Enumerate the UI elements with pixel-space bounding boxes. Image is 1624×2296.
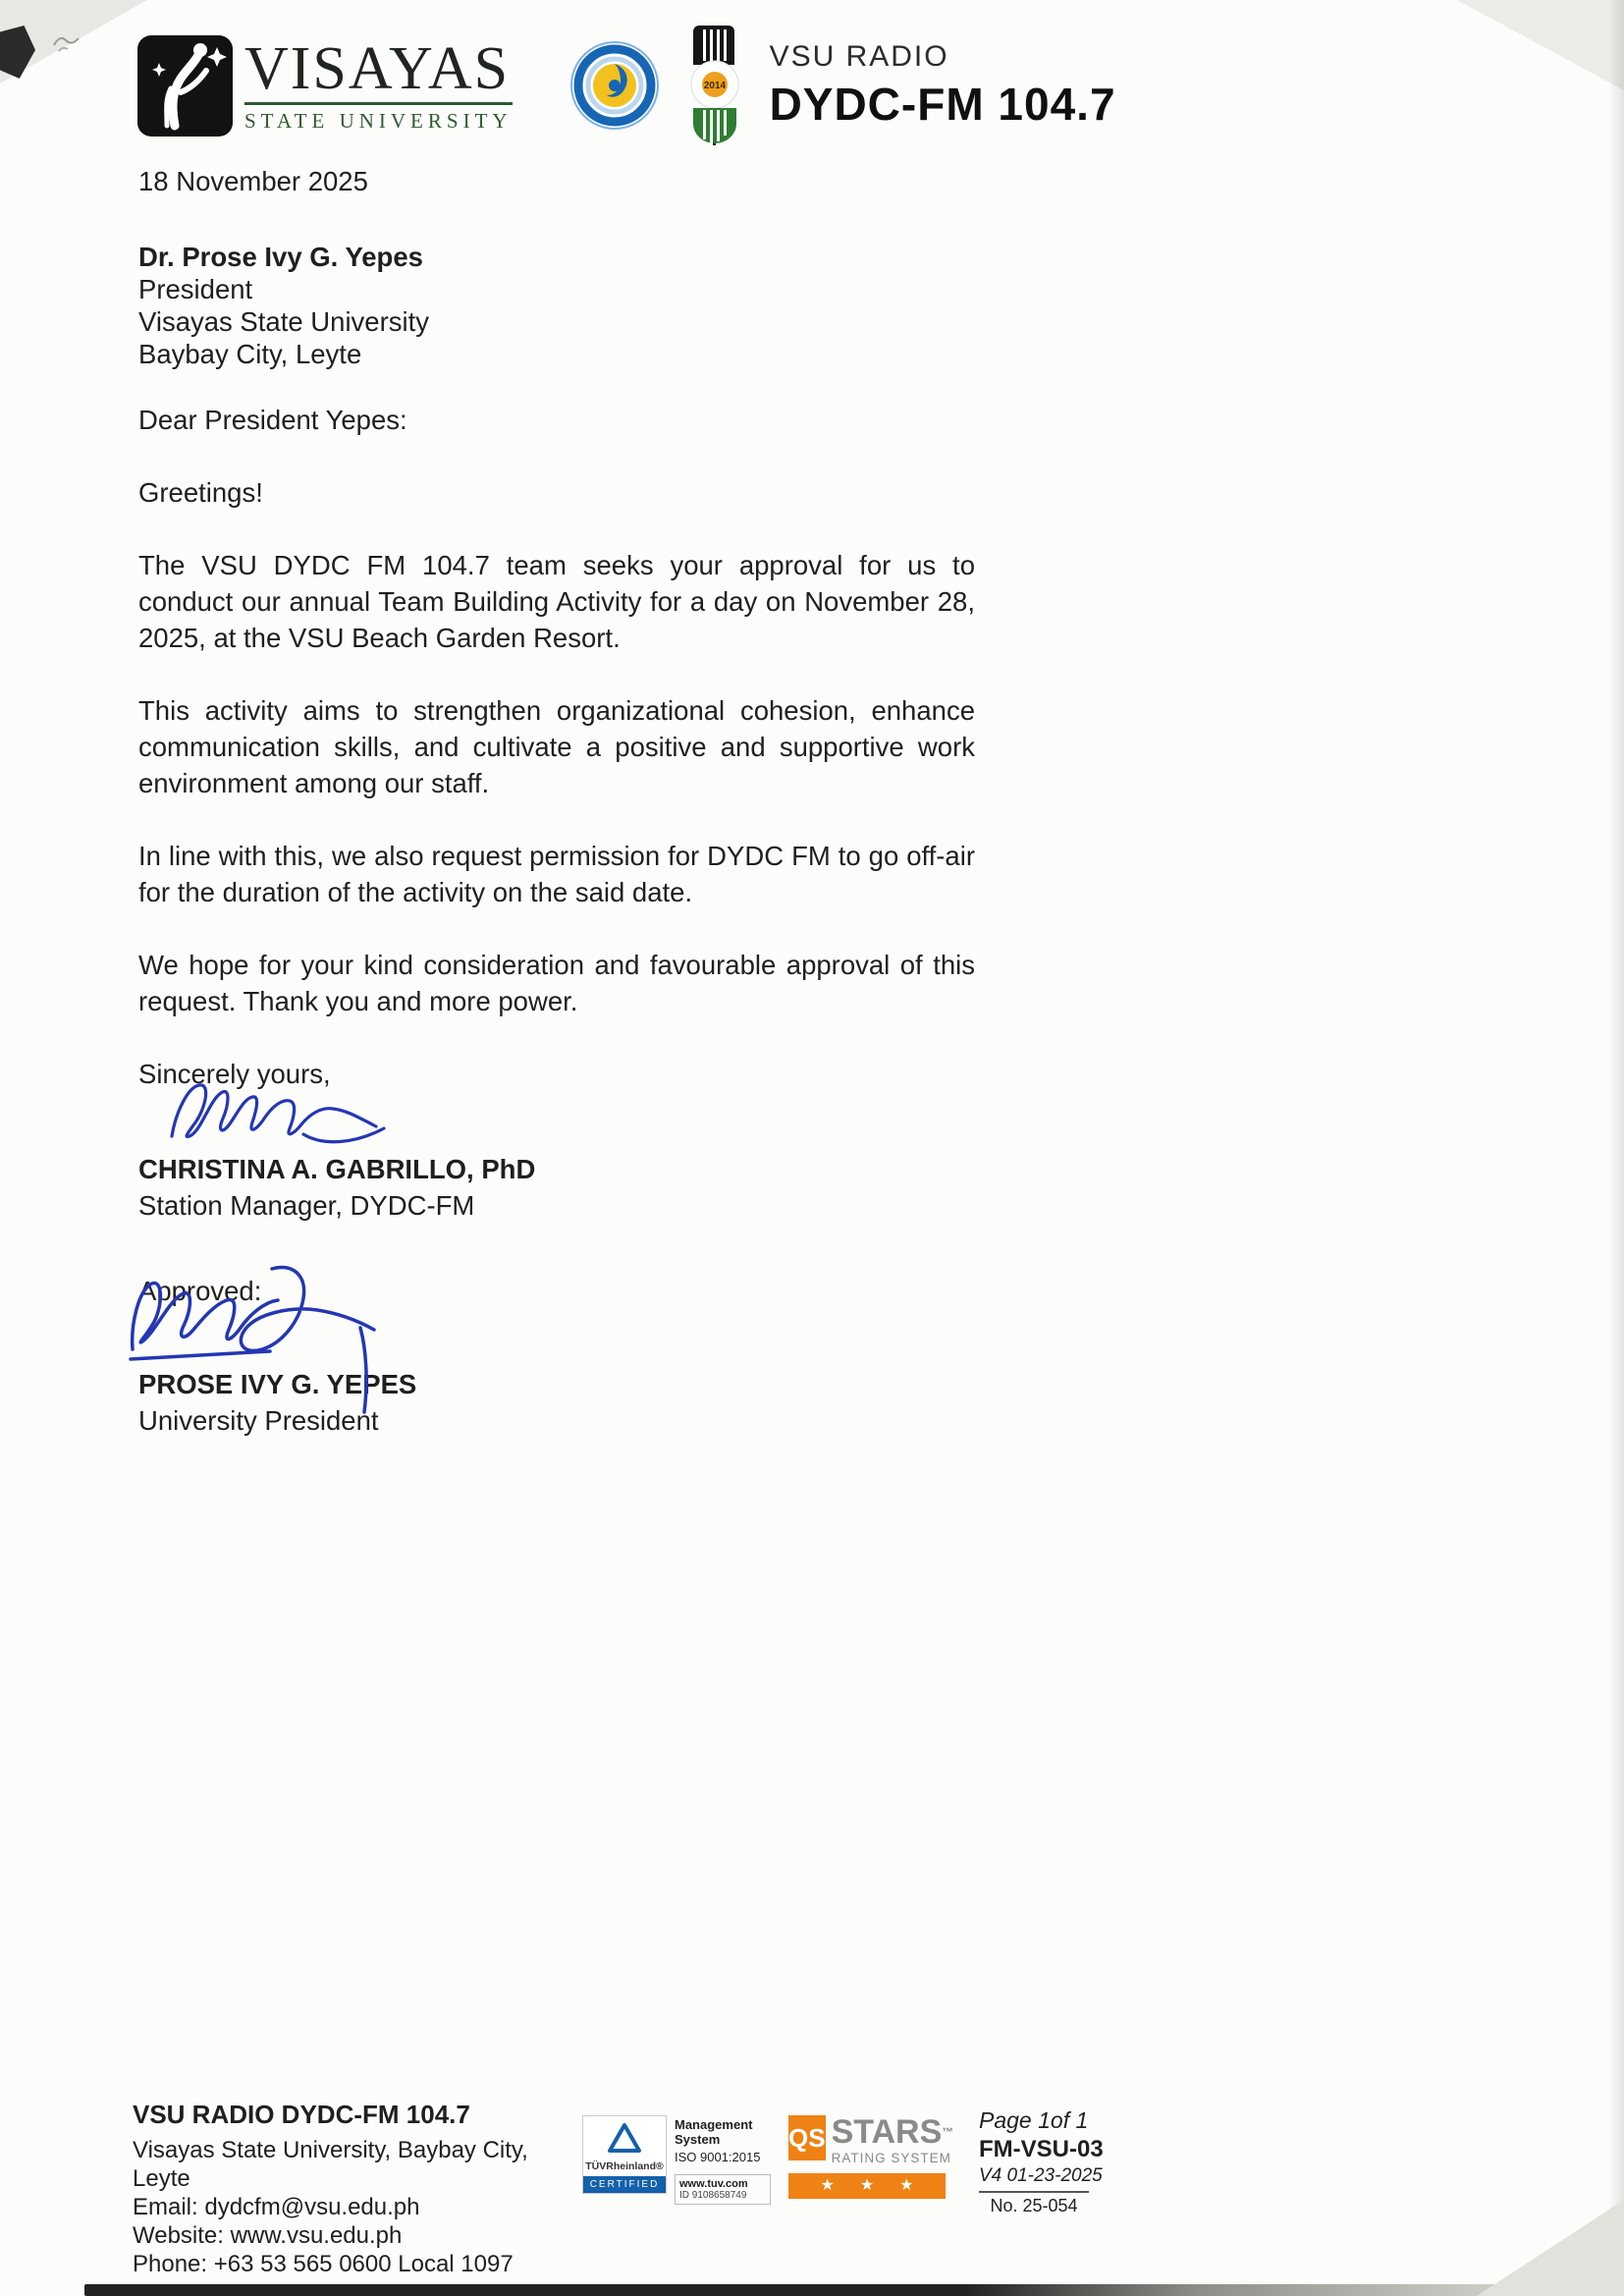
- approver-name: PROSE IVY G. YEPES: [138, 1369, 417, 1399]
- university-name: VISAYAS: [244, 34, 511, 102]
- approved-label: Approved:: [138, 1276, 262, 1306]
- recipient-name: Dr. Prose Ivy G. Yepes: [138, 242, 423, 272]
- qs-stars-word: STARS™: [831, 2113, 954, 2151]
- tuv-certified-label: CERTIFIED: [583, 2176, 666, 2193]
- vsu-university-logo-icon: [137, 35, 233, 137]
- star-icon: ★: [899, 2177, 914, 2194]
- footer-contact-block: [133, 2100, 582, 2278]
- tuv-brand: TÜVRheinland®: [585, 2160, 664, 2172]
- closing-phrase: Sincerely yours,: [138, 1059, 331, 1089]
- letter-paragraph: We hope for your kind consideration and favourable approval of this request. Thank you and more power.: [138, 950, 975, 1016]
- recipient-title: President: [138, 274, 253, 304]
- scan-artifact-pencil-mark: [51, 29, 84, 55]
- document-control-block: [979, 2107, 1107, 2216]
- tuv-id-box: [675, 2174, 771, 2205]
- tuv-triangle-icon: [607, 2122, 642, 2154]
- tuv-system-label: Management System: [675, 2117, 753, 2147]
- footer-station-name: VSU RADIO DYDC-FM 104.7: [133, 2100, 470, 2129]
- letterhead: [137, 24, 1116, 147]
- tuv-details-block: [675, 2117, 775, 2205]
- star-icon: ★: [820, 2177, 835, 2194]
- radio-station-name: DYDC-FM 104.7: [769, 79, 1116, 130]
- recipient-location: Baybay City, Leyte: [138, 339, 362, 369]
- footer-email: Email: dydcfm@vsu.edu.ph: [133, 2194, 420, 2220]
- tuv-certification-badge: [582, 2115, 667, 2194]
- recipient-organization: Visayas State University: [138, 306, 430, 337]
- anniversary-2014-logo-icon: [679, 24, 750, 147]
- tuv-iso-label: ISO 9001:2015: [675, 2150, 761, 2164]
- approver-title: University President: [138, 1405, 379, 1436]
- scan-artifact-bottom-right-fold: [1477, 2200, 1624, 2296]
- letter-paragraph: In line with this, we also request permission for DYDC FM to go off-air for the duration of the activity on the said date.: [138, 841, 975, 907]
- form-code: FM-VSU-03: [979, 2136, 1104, 2162]
- footer-phone: Phone: +63 53 565 0600 Local 1097: [133, 2251, 514, 2277]
- document-number: No. 25-054: [979, 2191, 1089, 2216]
- tuv-id: ID 9108658749: [679, 2190, 747, 2201]
- letter-paragraph: This activity aims to strengthen organizational cohesion, enhance communication skills, and cultivate a positive and supportive work environment among our staff.: [138, 695, 975, 798]
- letter-date: 18 November 2025: [138, 166, 368, 196]
- round-seal-logo-icon: [569, 40, 660, 131]
- letter-body: [138, 163, 975, 1439]
- qs-stars-badge: [788, 2115, 953, 2199]
- scan-artifact-bottom-edge: [84, 2284, 1508, 2296]
- qs-stars-bar: [788, 2173, 946, 2199]
- university-subtitle: STATE UNIVERSITY: [244, 102, 513, 134]
- scan-artifact-right-edge-shadow: [1608, 0, 1624, 2296]
- qs-logo-icon: QS: [788, 2115, 826, 2160]
- footer-address: Visayas State University, Baybay City, Leyte: [133, 2137, 528, 2192]
- vsu-wordmark: [244, 34, 513, 134]
- anniversary-year: 2014: [703, 81, 726, 91]
- form-version: V4 01-23-2025: [979, 2165, 1103, 2186]
- tuv-url: www.tuv.com: [679, 2178, 748, 2190]
- qs-rating-label: RATING SYSTEM: [831, 2151, 951, 2165]
- salutation: Dear President Yepes:: [138, 405, 407, 435]
- page-footer: [133, 2100, 1107, 2278]
- radio-station-block: [770, 40, 1116, 131]
- greeting: Greetings!: [138, 477, 263, 508]
- approval-block: [138, 1273, 975, 1439]
- page-indicator: Page 1of 1: [979, 2107, 1089, 2133]
- sender-name: CHRISTINA A. GABRILLO, PhD: [138, 1154, 536, 1184]
- radio-label: VSU RADIO: [769, 40, 949, 73]
- star-icon: ★: [859, 2177, 875, 2194]
- scan-artifact-top-right-shadow: [1457, 0, 1624, 90]
- letter-paragraph: The VSU DYDC FM 104.7 team seeks your approval for us to conduct our annual Team Building Activity for a day on November 28, 2025, at the VSU Beach Garden Resort.: [138, 550, 975, 653]
- recipient-block: [138, 241, 975, 370]
- footer-website: Website: www.vsu.edu.ph: [133, 2222, 403, 2249]
- sender-title: Station Manager, DYDC-FM: [138, 1190, 475, 1221]
- closing-block: [138, 1056, 975, 1224]
